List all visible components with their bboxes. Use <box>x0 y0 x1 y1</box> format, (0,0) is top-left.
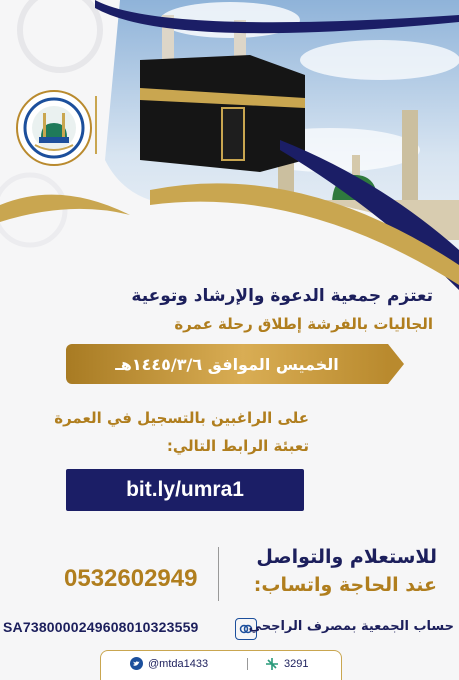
registration-link[interactable] <box>66 469 304 511</box>
date-banner <box>66 344 388 384</box>
contact-line-1: للاستعلام والتواصل <box>256 546 437 568</box>
instructions-line-2: تعبئة الرابط التالي: <box>166 437 309 455</box>
registration-link-text: bit.ly/umra1 <box>126 478 244 501</box>
date-text: الخميس الموافق ١٤٤٥/٣/٦هـ <box>115 354 339 374</box>
announcement-headline <box>33 282 433 338</box>
contact-phone[interactable]: 0532602949 <box>64 565 198 592</box>
headline-line-1: تعتزم جمعية الدعوة والإرشاد وتوعية <box>131 286 433 306</box>
short-code <box>265 657 308 671</box>
association-logo <box>16 90 92 166</box>
bank-label: حساب الجمعية بمصرف الراجحي <box>248 619 454 634</box>
logo-divider <box>95 96 97 154</box>
footer-separator <box>247 658 248 670</box>
contact-line-2: عند الحاجة واتساب: <box>253 574 437 596</box>
twitter-handle[interactable] <box>130 657 208 670</box>
headline-line-2: الجاليات بالفرشة إطلاق رحلة عمرة <box>174 315 433 333</box>
short-code-text: 3291 <box>284 658 309 670</box>
bank-iban: SA7380000249608010323559 <box>3 619 199 635</box>
registration-instructions <box>9 404 309 460</box>
instructions-line-1: على الراغبين بالتسجيل في العمرة <box>54 409 309 427</box>
twitter-icon <box>130 657 143 670</box>
mosque-emblem-icon <box>23 97 85 159</box>
sms-code-icon <box>265 657 279 671</box>
twitter-handle-text: @mtda1433 <box>148 657 209 670</box>
contact-caption <box>217 543 437 599</box>
